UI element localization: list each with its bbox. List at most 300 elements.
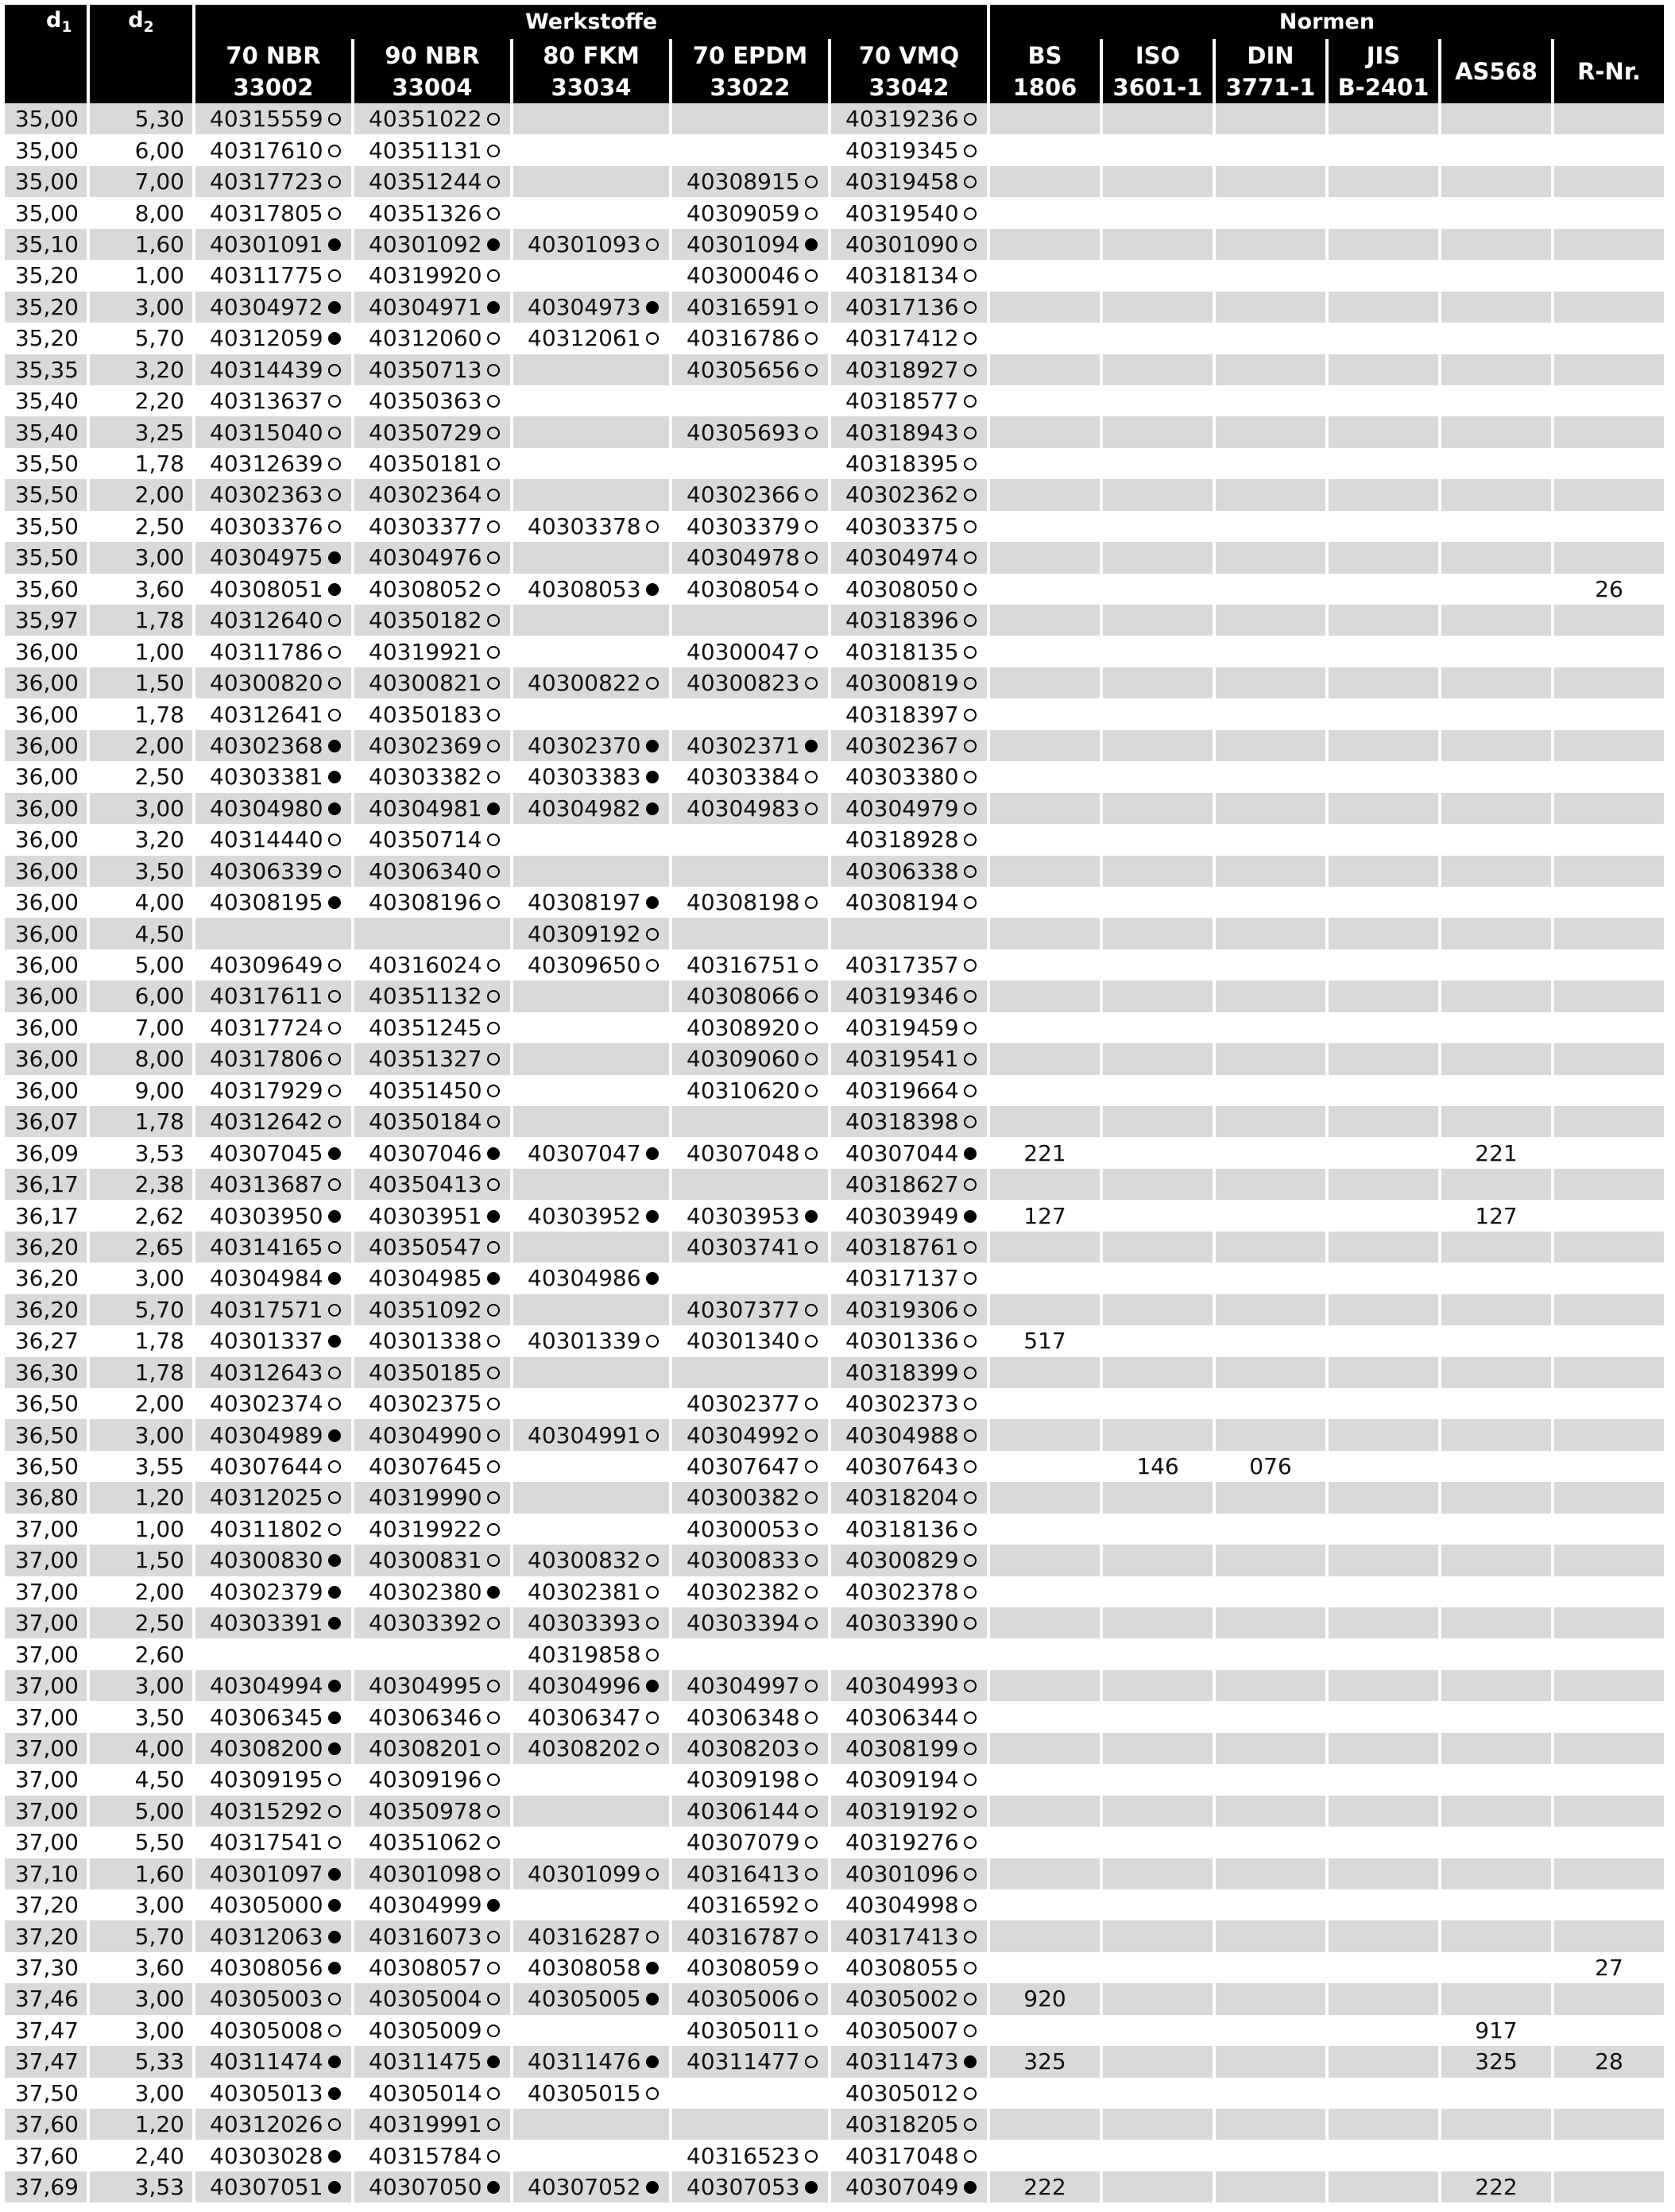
table-row[interactable]	[5, 229, 1664, 260]
cell-d2: 1,78	[90, 448, 192, 479]
cell-standard	[1441, 1889, 1551, 1920]
cell-article-number	[672, 1983, 828, 2014]
cell-standard	[1329, 2015, 1438, 2046]
table-row[interactable]	[5, 542, 1664, 573]
cell-article-number	[513, 667, 669, 698]
filled-circle-icon	[646, 2181, 659, 2194]
cell-article-number	[831, 1419, 987, 1450]
header-material-4[interactable]: 70 VMQ 33042	[831, 39, 987, 103]
table-row[interactable]	[5, 323, 1664, 354]
open-circle-icon	[487, 2087, 500, 2100]
cell-standard	[1554, 448, 1664, 479]
filled-circle-icon	[487, 301, 500, 314]
cell-article-number	[831, 605, 987, 636]
cell-d2: 3,50	[90, 1701, 192, 1732]
table-row[interactable]	[5, 824, 1664, 855]
cell-d1: 36,00	[5, 636, 87, 667]
header-werkstoffe[interactable]: Werkstoffe	[195, 5, 987, 39]
table-row[interactable]	[5, 1920, 1664, 1951]
cell-article-number	[672, 1388, 828, 1419]
table-row[interactable]	[5, 1670, 1664, 1701]
cell-d1: 37,00	[5, 1764, 87, 1795]
table-row[interactable]	[5, 103, 1664, 134]
header-standard-4[interactable]: AS568	[1441, 39, 1551, 103]
open-circle-icon	[487, 646, 500, 659]
cell-article-number	[195, 918, 351, 949]
cell-article-number	[831, 949, 987, 980]
open-circle-icon	[646, 1429, 659, 1442]
cell-standard	[1329, 887, 1438, 918]
article-number: 40319922	[369, 1515, 482, 1542]
article-number: 40319540	[845, 199, 959, 226]
article-number: 40304993	[845, 1673, 959, 1700]
cell-standard	[1216, 1607, 1325, 1638]
cell-standard	[1329, 134, 1438, 165]
cell-article-number	[831, 856, 987, 887]
cell-standard	[1441, 761, 1551, 792]
cell-article-number	[354, 448, 510, 479]
table-row[interactable]	[5, 2078, 1664, 2109]
filled-circle-icon	[487, 1899, 500, 1912]
cell-d1: 36,00	[5, 1012, 87, 1043]
table-row[interactable]	[5, 1169, 1664, 1200]
cell-article-number	[831, 134, 987, 165]
filled-circle-icon	[964, 1210, 977, 1223]
cell-article-number	[513, 574, 669, 605]
article-number: 40318577	[845, 388, 959, 415]
cell-article-number	[195, 1232, 351, 1263]
cell-article-number	[672, 1075, 828, 1106]
table-row[interactable]	[5, 1983, 1664, 2014]
table-row[interactable]	[5, 1733, 1664, 1764]
cell-standard	[1103, 1670, 1213, 1701]
header-standard-0[interactable]: BS 1806	[990, 39, 1100, 103]
table-row[interactable]	[5, 1607, 1664, 1638]
cell-article-number	[831, 698, 987, 729]
table-row[interactable]	[5, 1012, 1664, 1043]
article-number: 40308920	[687, 1014, 800, 1041]
article-number: 40304974	[845, 544, 959, 571]
filled-circle-icon	[328, 1742, 341, 1755]
open-circle-icon	[805, 1147, 818, 1160]
table-row[interactable]	[5, 1576, 1664, 1607]
open-circle-icon	[646, 1586, 659, 1599]
table-row[interactable]	[5, 1106, 1664, 1137]
cell-article-number	[354, 354, 510, 385]
cell-article-number	[672, 2109, 828, 2140]
cell-standard	[1329, 667, 1438, 698]
cell-standard	[990, 1294, 1100, 1325]
filled-circle-icon	[964, 2181, 977, 2194]
header-material-3[interactable]: 70 EPDM 33022	[672, 39, 828, 103]
header-standard-3[interactable]: JIS B-2401	[1329, 39, 1438, 103]
header-material-1[interactable]: 90 NBR 33004	[354, 39, 510, 103]
cell-standard	[1441, 542, 1551, 573]
cell-article-number	[195, 1169, 351, 1200]
cell-standard	[1103, 197, 1213, 228]
cell-article-number	[354, 292, 510, 323]
cell-standard	[1441, 667, 1551, 698]
article-number: 40318204	[845, 1484, 959, 1511]
cell-standard	[1216, 1263, 1325, 1294]
open-circle-icon	[487, 1304, 500, 1317]
filled-circle-icon	[487, 1210, 500, 1223]
cell-d1: 36,09	[5, 1137, 87, 1168]
cell-standard	[1554, 1419, 1664, 1450]
cell-article-number	[831, 1733, 987, 1764]
cell-d2: 2,60	[90, 1638, 192, 1669]
table-row[interactable]	[5, 636, 1664, 667]
article-number: 40309192	[528, 920, 641, 947]
table-row[interactable]	[5, 1200, 1664, 1231]
cell-standard	[1554, 636, 1664, 667]
cell-standard	[990, 698, 1100, 729]
table-row[interactable]	[5, 2171, 1664, 2202]
header-d1[interactable]: $d_1$	[5, 5, 87, 39]
cell-standard	[1103, 1419, 1213, 1450]
filled-circle-icon	[646, 1680, 659, 1692]
cell-d2: 2,50	[90, 1607, 192, 1638]
cell-article-number	[354, 197, 510, 228]
cell-d2: 1,78	[90, 698, 192, 729]
open-circle-icon	[964, 677, 977, 690]
cell-d1: 36,50	[5, 1419, 87, 1450]
table-row[interactable]	[5, 1889, 1664, 1920]
cell-article-number	[831, 1796, 987, 1827]
open-circle-icon	[964, 740, 977, 752]
cell-d2: 3,00	[90, 1983, 192, 2014]
table-row[interactable]	[5, 1482, 1664, 1513]
header-normen[interactable]: Normen	[990, 5, 1664, 39]
table-row[interactable]	[5, 1858, 1664, 1889]
filled-circle-icon	[328, 2087, 341, 2100]
cell-standard	[1103, 918, 1213, 949]
table-row[interactable]	[5, 856, 1664, 887]
table-row[interactable]	[5, 574, 1664, 605]
cell-standard	[1329, 511, 1438, 542]
article-number: 40318395	[845, 451, 959, 478]
cell-standard	[1216, 1232, 1325, 1263]
table-row[interactable]	[5, 1514, 1664, 1545]
header-standard-1[interactable]: ISO 3601-1	[1103, 39, 1213, 103]
cell-article-number	[354, 605, 510, 636]
cell-standard	[1554, 698, 1664, 729]
cell-d1: 36,30	[5, 1357, 87, 1388]
cell-article-number	[672, 1043, 828, 1074]
article-number: 40302380	[369, 1578, 482, 1605]
table-row[interactable]	[5, 2015, 1664, 2046]
table-row[interactable]	[5, 1263, 1664, 1294]
table-row[interactable]	[5, 1137, 1664, 1168]
cell-standard	[1441, 1106, 1551, 1137]
open-circle-icon	[487, 1868, 500, 1881]
table-row[interactable]	[5, 1294, 1664, 1325]
article-number: 40311476	[528, 2048, 641, 2075]
cell-standard	[1554, 1889, 1664, 1920]
cell-standard	[1103, 887, 1213, 918]
article-number: 40318205	[845, 2111, 959, 2138]
article-number: 40304972	[210, 293, 323, 320]
cell-standard	[1554, 323, 1664, 354]
table-row[interactable]	[5, 1075, 1664, 1106]
cell-standard	[990, 1514, 1100, 1545]
open-circle-icon	[487, 833, 500, 846]
cell-article-number	[513, 229, 669, 260]
table-row[interactable]	[5, 448, 1664, 479]
cell-article-number	[831, 1607, 987, 1638]
open-circle-icon	[487, 990, 500, 1003]
article-number: 40307644	[210, 1453, 323, 1480]
open-circle-icon	[805, 771, 818, 783]
table-row[interactable]	[5, 2109, 1664, 2140]
cell-article-number	[672, 1106, 828, 1137]
table-row[interactable]	[5, 1325, 1664, 1356]
cell-standard	[1216, 2015, 1325, 2046]
table-row[interactable]	[5, 1451, 1664, 1482]
cell-d1: 37,69	[5, 2171, 87, 2202]
table-row[interactable]	[5, 511, 1664, 542]
table-row[interactable]	[5, 292, 1664, 323]
cell-article-number	[354, 166, 510, 197]
article-number: 40302371	[687, 732, 800, 759]
cell-standard	[1103, 416, 1213, 447]
cell-standard	[1103, 2171, 1213, 2202]
cell-article-number	[513, 1419, 669, 1450]
cell-standard	[990, 793, 1100, 824]
table-row[interactable]	[5, 1796, 1664, 1827]
cell-standard	[990, 918, 1100, 949]
article-number: 40300830	[210, 1547, 323, 1574]
article-number: 40302382	[687, 1578, 800, 1605]
article-number: 40308203	[687, 1734, 800, 1761]
article-number: 40304983	[687, 795, 800, 822]
article-number: 40315292	[210, 1797, 323, 1824]
article-number: 40310620	[687, 1077, 800, 1104]
table-row[interactable]	[5, 385, 1664, 416]
article-number: 40311475	[369, 2048, 482, 2075]
cell-standard	[1216, 1482, 1325, 1513]
table-row[interactable]	[5, 1952, 1664, 1983]
table-row[interactable]	[5, 1419, 1664, 1450]
open-circle-icon	[964, 1805, 977, 1818]
article-number: 40305003	[210, 1986, 323, 2013]
cell-article-number	[672, 1357, 828, 1388]
table-row[interactable]	[5, 479, 1664, 510]
cell-article-number	[513, 730, 669, 761]
cell-article-number	[195, 980, 351, 1011]
header-d2[interactable]: $d_2$	[90, 5, 192, 39]
cell-standard	[1103, 1137, 1213, 1168]
cell-standard	[1554, 1670, 1664, 1701]
header-standard-5[interactable]: R-Nr.	[1554, 39, 1664, 103]
cell-article-number	[513, 511, 669, 542]
open-circle-icon	[487, 1680, 500, 1692]
open-circle-icon	[487, 771, 500, 783]
table-row[interactable]	[5, 1701, 1664, 1732]
open-circle-icon	[805, 1398, 818, 1410]
cell-standard	[1441, 2109, 1551, 2140]
cell-d1: 37,20	[5, 1920, 87, 1951]
open-circle-icon	[964, 1304, 977, 1317]
article-number: 40304984	[210, 1265, 323, 1292]
open-circle-icon	[805, 1491, 818, 1504]
cell-d2: 9,00	[90, 1075, 192, 1106]
cell-article-number	[672, 824, 828, 855]
table-row[interactable]	[5, 1043, 1664, 1074]
table-row[interactable]	[5, 1638, 1664, 1669]
cell-standard	[1103, 1701, 1213, 1732]
open-circle-icon	[964, 458, 977, 470]
table-row[interactable]	[5, 1764, 1664, 1795]
article-number: 40300833	[687, 1547, 800, 1574]
cell-standard	[1216, 134, 1325, 165]
cell-standard	[1441, 980, 1551, 1011]
table-row[interactable]	[5, 197, 1664, 228]
article-number: 40302378	[845, 1578, 959, 1605]
cell-standard	[1329, 1388, 1438, 1419]
article-number: 40301092	[369, 230, 482, 257]
open-circle-icon	[964, 207, 977, 220]
open-circle-icon	[964, 1085, 977, 1097]
cell-standard	[1554, 416, 1664, 447]
cell-article-number	[513, 2171, 669, 2202]
header-material-2[interactable]: 80 FKM 33034	[513, 39, 669, 103]
cell-article-number	[831, 1983, 987, 2014]
table-row[interactable]	[5, 918, 1664, 949]
cell-standard	[990, 1827, 1100, 1858]
table-row[interactable]	[5, 1357, 1664, 1388]
cell-d1: 37,00	[5, 1607, 87, 1638]
article-number: 40319192	[845, 1797, 959, 1824]
table-row[interactable]	[5, 2046, 1664, 2077]
open-circle-icon	[487, 1962, 500, 1974]
filled-circle-icon	[328, 1586, 341, 1599]
table-row[interactable]	[5, 698, 1664, 729]
cell-standard	[1554, 292, 1664, 323]
table-row[interactable]	[5, 1388, 1664, 1419]
table-row[interactable]	[5, 1232, 1664, 1263]
article-number: 40319858	[528, 1641, 641, 1668]
cell-article-number	[195, 949, 351, 980]
table-row[interactable]	[5, 761, 1664, 792]
article-number: 40304991	[528, 1421, 641, 1448]
table-row[interactable]	[5, 667, 1664, 698]
article-number: 40312641	[210, 701, 323, 728]
article-number: 40305011	[687, 2017, 800, 2044]
cell-standard	[990, 2109, 1100, 2140]
article-number: 40312640	[210, 607, 323, 634]
open-circle-icon	[487, 1523, 500, 1536]
table-row[interactable]	[5, 134, 1664, 165]
cell-standard	[1329, 197, 1438, 228]
open-circle-icon	[646, 928, 659, 941]
cell-standard	[1329, 980, 1438, 1011]
cell-standard	[990, 605, 1100, 636]
cell-article-number	[513, 1137, 669, 1168]
table-row[interactable]	[5, 2140, 1664, 2171]
cell-standard	[1554, 1263, 1664, 1294]
cell-article-number	[831, 542, 987, 573]
cell-d1: 36,20	[5, 1294, 87, 1325]
article-number: 40307044	[845, 1139, 959, 1166]
cell-article-number	[672, 229, 828, 260]
cell-standard	[1216, 2046, 1325, 2077]
table-row[interactable]	[5, 980, 1664, 1011]
article-number: 40305015	[528, 2079, 641, 2106]
table-row[interactable]	[5, 166, 1664, 197]
article-number: 40308198	[687, 889, 800, 916]
open-circle-icon	[964, 865, 977, 878]
article-number: 40316751	[687, 952, 800, 979]
table-row[interactable]	[5, 887, 1664, 918]
cell-article-number	[354, 1576, 510, 1607]
cell-article-number	[195, 1263, 351, 1294]
cell-standard	[1441, 260, 1551, 291]
cell-d1: 36,00	[5, 918, 87, 949]
open-circle-icon	[487, 489, 500, 501]
article-number: 40318134	[845, 262, 959, 289]
header-row-columns	[5, 39, 1664, 103]
article-number: 40309650	[528, 952, 641, 979]
article-number: 40306346	[369, 1703, 482, 1731]
open-circle-icon	[964, 1962, 977, 1974]
cell-standard	[1103, 1638, 1213, 1669]
table-row[interactable]	[5, 1827, 1664, 1858]
table-row[interactable]	[5, 949, 1664, 980]
open-circle-icon	[328, 709, 341, 721]
article-number: 40308055	[845, 1955, 959, 1982]
open-circle-icon	[328, 207, 341, 220]
filled-circle-icon	[805, 2181, 818, 2194]
article-number: 40304981	[369, 795, 482, 822]
cell-standard	[1103, 1012, 1213, 1043]
cell-d1: 35,50	[5, 511, 87, 542]
article-number: 40316413	[687, 1860, 800, 1887]
cell-article-number	[195, 1200, 351, 1231]
table-row[interactable]	[5, 354, 1664, 385]
cell-article-number	[672, 761, 828, 792]
cell-d1: 37,00	[5, 1638, 87, 1669]
open-circle-icon	[487, 865, 500, 878]
table-row[interactable]	[5, 605, 1664, 636]
table-row[interactable]	[5, 260, 1664, 291]
cell-article-number	[354, 1263, 510, 1294]
cell-standard	[1329, 2078, 1438, 2109]
article-number: 40302369	[369, 732, 482, 759]
cell-article-number	[831, 1012, 987, 1043]
open-circle-icon	[328, 176, 341, 188]
cell-article-number	[354, 1670, 510, 1701]
header-standard-2[interactable]: DIN 3771-1	[1216, 39, 1325, 103]
cell-d1: 37,30	[5, 1952, 87, 1983]
article-number: 40309194	[845, 1766, 959, 1793]
table-row[interactable]	[5, 793, 1664, 824]
cell-d2: 5,30	[90, 103, 192, 134]
article-number: 40303393	[528, 1610, 641, 1637]
filled-circle-icon	[328, 332, 341, 345]
header-material-0[interactable]: 70 NBR 33002	[195, 39, 351, 103]
cell-standard	[1441, 1043, 1551, 1074]
table-row[interactable]	[5, 730, 1664, 761]
cell-article-number	[672, 1514, 828, 1545]
table-row[interactable]	[5, 416, 1664, 447]
cell-standard	[1103, 103, 1213, 134]
open-circle-icon	[964, 269, 977, 282]
open-circle-icon	[964, 1523, 977, 1536]
cell-standard	[990, 511, 1100, 542]
table-row[interactable]	[5, 1545, 1664, 1576]
article-number: 40307647	[687, 1453, 800, 1480]
